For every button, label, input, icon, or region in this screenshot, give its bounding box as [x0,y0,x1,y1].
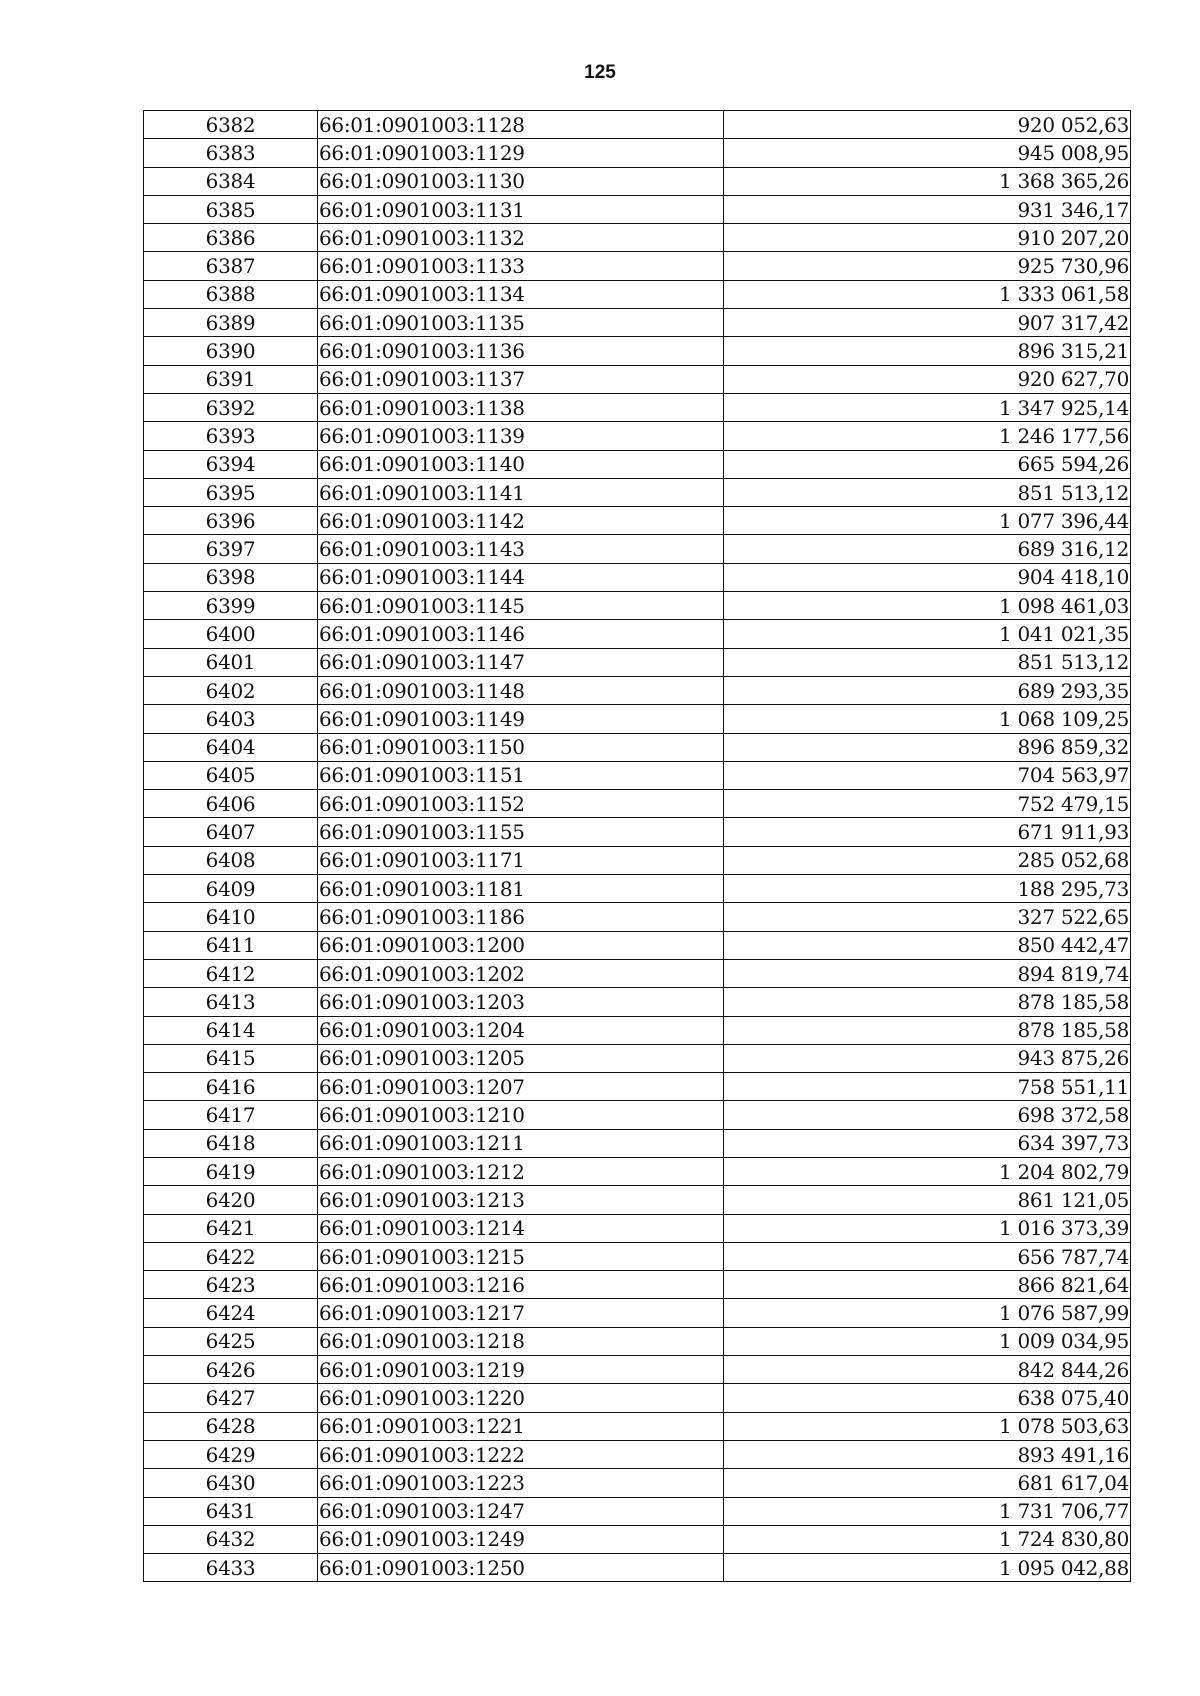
row-number-cell: 6429 [144,1440,318,1468]
row-number-cell: 6395 [144,478,318,506]
row-number-cell: 6393 [144,422,318,450]
cadastral-value-cell: 851 513,12 [724,478,1131,506]
row-number-cell: 6424 [144,1299,318,1327]
table-row [144,790,1131,818]
cadastral-value-cell: 920 627,70 [724,365,1131,393]
table-row [144,903,1131,931]
table-row [144,620,1131,648]
table-row [144,592,1131,620]
cadastral-number-cell: 66:01:0901003:1138 [318,393,724,421]
row-number-cell: 6419 [144,1157,318,1185]
row-number-cell: 6391 [144,365,318,393]
table-row [144,563,1131,591]
row-number-cell: 6400 [144,620,318,648]
cadastral-value-cell: 1 041 021,35 [724,620,1131,648]
cadastral-number-cell: 66:01:0901003:1218 [318,1327,724,1355]
cadastral-value-cell: 878 185,58 [724,988,1131,1016]
table-row [144,167,1131,195]
cadastral-number-cell: 66:01:0901003:1217 [318,1299,724,1327]
table-row [144,1101,1131,1129]
row-number-cell: 6422 [144,1242,318,1270]
table-row [144,535,1131,563]
row-number-cell: 6390 [144,337,318,365]
table-row [144,1299,1131,1327]
cadastral-number-cell: 66:01:0901003:1212 [318,1157,724,1185]
cadastral-number-cell: 66:01:0901003:1148 [318,676,724,704]
cadastral-number-cell: 66:01:0901003:1186 [318,903,724,931]
cadastral-value-cell: 1 077 396,44 [724,507,1131,535]
cadastral-value-cell: 689 293,35 [724,676,1131,704]
row-number-cell: 6421 [144,1214,318,1242]
cadastral-number-cell: 66:01:0901003:1223 [318,1469,724,1497]
table-row [144,1016,1131,1044]
cadastral-number-cell: 66:01:0901003:1202 [318,959,724,987]
table-row [144,676,1131,704]
table-row [144,818,1131,846]
cadastral-value-cell: 896 315,21 [724,337,1131,365]
cadastral-number-cell: 66:01:0901003:1220 [318,1384,724,1412]
cadastral-value-cell: 327 522,65 [724,903,1131,931]
table-row [144,1384,1131,1412]
cadastral-number-cell: 66:01:0901003:1171 [318,846,724,874]
table-row [144,1214,1131,1242]
row-number-cell: 6382 [144,111,318,139]
cadastral-number-cell: 66:01:0901003:1247 [318,1497,724,1525]
cadastral-value-cell: 1 068 109,25 [724,705,1131,733]
row-number-cell: 6408 [144,846,318,874]
cadastral-value-cell: 704 563,97 [724,761,1131,789]
cadastral-number-cell: 66:01:0901003:1137 [318,365,724,393]
cadastral-value-cell: 1 098 461,03 [724,592,1131,620]
table-row [144,875,1131,903]
cadastral-value-cell: 1 009 034,95 [724,1327,1131,1355]
table-row [144,1271,1131,1299]
row-number-cell: 6387 [144,252,318,280]
row-number-cell: 6432 [144,1525,318,1553]
cadastral-number-cell: 66:01:0901003:1134 [318,280,724,308]
cadastral-value-table [143,110,1131,1582]
cadastral-number-cell: 66:01:0901003:1132 [318,224,724,252]
table-row [144,1186,1131,1214]
row-number-cell: 6433 [144,1554,318,1582]
cadastral-number-cell: 66:01:0901003:1149 [318,705,724,733]
cadastral-value-cell: 671 911,93 [724,818,1131,846]
cadastral-value-cell: 698 372,58 [724,1101,1131,1129]
cadastral-number-cell: 66:01:0901003:1140 [318,450,724,478]
cadastral-number-cell: 66:01:0901003:1151 [318,761,724,789]
cadastral-number-cell: 66:01:0901003:1129 [318,139,724,167]
table-row [144,1469,1131,1497]
cadastral-number-cell: 66:01:0901003:1216 [318,1271,724,1299]
row-number-cell: 6403 [144,705,318,733]
cadastral-value-cell: 681 617,04 [724,1469,1131,1497]
table-row [144,280,1131,308]
cadastral-number-cell: 66:01:0901003:1181 [318,875,724,903]
cadastral-value-cell: 896 859,32 [724,733,1131,761]
cadastral-number-cell: 66:01:0901003:1144 [318,563,724,591]
cadastral-value-cell: 752 479,15 [724,790,1131,818]
cadastral-value-cell: 665 594,26 [724,450,1131,478]
row-number-cell: 6414 [144,1016,318,1044]
row-number-cell: 6386 [144,224,318,252]
cadastral-value-cell: 878 185,58 [724,1016,1131,1044]
row-number-cell: 6399 [144,592,318,620]
cadastral-value-cell: 1 246 177,56 [724,422,1131,450]
row-number-cell: 6428 [144,1412,318,1440]
table-row [144,393,1131,421]
cadastral-table-container [143,110,1131,1582]
row-number-cell: 6383 [144,139,318,167]
row-number-cell: 6385 [144,195,318,223]
row-number-cell: 6398 [144,563,318,591]
row-number-cell: 6423 [144,1271,318,1299]
cadastral-number-cell: 66:01:0901003:1203 [318,988,724,1016]
table-row [144,1356,1131,1384]
cadastral-number-cell: 66:01:0901003:1214 [318,1214,724,1242]
cadastral-number-cell: 66:01:0901003:1250 [318,1554,724,1582]
row-number-cell: 6412 [144,959,318,987]
cadastral-number-cell: 66:01:0901003:1211 [318,1129,724,1157]
row-number-cell: 6384 [144,167,318,195]
table-row [144,761,1131,789]
cadastral-number-cell: 66:01:0901003:1213 [318,1186,724,1214]
row-number-cell: 6389 [144,309,318,337]
cadastral-number-cell: 66:01:0901003:1147 [318,648,724,676]
cadastral-number-cell: 66:01:0901003:1131 [318,195,724,223]
row-number-cell: 6418 [144,1129,318,1157]
cadastral-number-cell: 66:01:0901003:1152 [318,790,724,818]
cadastral-number-cell: 66:01:0901003:1141 [318,478,724,506]
cadastral-number-cell: 66:01:0901003:1135 [318,309,724,337]
row-number-cell: 6402 [144,676,318,704]
table-row [144,959,1131,987]
row-number-cell: 6397 [144,535,318,563]
row-number-cell: 6394 [144,450,318,478]
row-number-cell: 6409 [144,875,318,903]
row-number-cell: 6388 [144,280,318,308]
row-number-cell: 6411 [144,931,318,959]
cadastral-number-cell: 66:01:0901003:1207 [318,1073,724,1101]
table-row [144,931,1131,959]
row-number-cell: 6427 [144,1384,318,1412]
cadastral-value-cell: 945 008,95 [724,139,1131,167]
table-row [144,846,1131,874]
cadastral-number-cell: 66:01:0901003:1142 [318,507,724,535]
cadastral-number-cell: 66:01:0901003:1205 [318,1044,724,1072]
row-number-cell: 6392 [144,393,318,421]
row-number-cell: 6417 [144,1101,318,1129]
row-number-cell: 6396 [144,507,318,535]
cadastral-value-cell: 1 076 587,99 [724,1299,1131,1327]
cadastral-value-cell: 842 844,26 [724,1356,1131,1384]
table-row [144,365,1131,393]
row-number-cell: 6426 [144,1356,318,1384]
table-row [144,733,1131,761]
cadastral-value-cell: 861 121,05 [724,1186,1131,1214]
table-row [144,1497,1131,1525]
cadastral-number-cell: 66:01:0901003:1204 [318,1016,724,1044]
cadastral-value-cell: 1 347 925,14 [724,393,1131,421]
row-number-cell: 6407 [144,818,318,846]
cadastral-number-cell: 66:01:0901003:1136 [318,337,724,365]
cadastral-value-cell: 285 052,68 [724,846,1131,874]
cadastral-value-cell: 188 295,73 [724,875,1131,903]
cadastral-number-cell: 66:01:0901003:1222 [318,1440,724,1468]
row-number-cell: 6405 [144,761,318,789]
cadastral-number-cell: 66:01:0901003:1150 [318,733,724,761]
table-row [144,337,1131,365]
table-row [144,422,1131,450]
table-row [144,252,1131,280]
table-row [144,1525,1131,1553]
row-number-cell: 6410 [144,903,318,931]
table-row [144,478,1131,506]
row-number-cell: 6413 [144,988,318,1016]
table-row [144,1242,1131,1270]
cadastral-number-cell: 66:01:0901003:1215 [318,1242,724,1270]
cadastral-number-cell: 66:01:0901003:1128 [318,111,724,139]
cadastral-value-cell: 1 204 802,79 [724,1157,1131,1185]
cadastral-value-cell: 758 551,11 [724,1073,1131,1101]
table-row [144,1129,1131,1157]
cadastral-number-cell: 66:01:0901003:1133 [318,252,724,280]
page-number: 125 [584,62,616,83]
table-row [144,309,1131,337]
cadastral-value-cell: 904 418,10 [724,563,1131,591]
cadastral-value-cell: 925 730,96 [724,252,1131,280]
table-body [144,111,1131,1582]
cadastral-value-cell: 851 513,12 [724,648,1131,676]
table-row [144,224,1131,252]
cadastral-value-cell: 910 207,20 [724,224,1131,252]
cadastral-number-cell: 66:01:0901003:1219 [318,1356,724,1384]
row-number-cell: 6415 [144,1044,318,1072]
table-row [144,1073,1131,1101]
cadastral-value-cell: 931 346,17 [724,195,1131,223]
cadastral-number-cell: 66:01:0901003:1221 [318,1412,724,1440]
cadastral-value-cell: 920 052,63 [724,111,1131,139]
cadastral-value-cell: 634 397,73 [724,1129,1131,1157]
cadastral-value-cell: 866 821,64 [724,1271,1131,1299]
table-row [144,705,1131,733]
cadastral-value-cell: 943 875,26 [724,1044,1131,1072]
row-number-cell: 6404 [144,733,318,761]
cadastral-value-cell: 1 731 706,77 [724,1497,1131,1525]
table-row [144,1412,1131,1440]
row-number-cell: 6406 [144,790,318,818]
cadastral-number-cell: 66:01:0901003:1155 [318,818,724,846]
table-row [144,507,1131,535]
cadastral-value-cell: 689 316,12 [724,535,1131,563]
cadastral-number-cell: 66:01:0901003:1210 [318,1101,724,1129]
row-number-cell: 6401 [144,648,318,676]
table-row [144,1327,1131,1355]
cadastral-value-cell: 1 095 042,88 [724,1554,1131,1582]
cadastral-number-cell: 66:01:0901003:1143 [318,535,724,563]
table-row [144,1157,1131,1185]
cadastral-number-cell: 66:01:0901003:1146 [318,620,724,648]
cadastral-value-cell: 638 075,40 [724,1384,1131,1412]
cadastral-value-cell: 894 819,74 [724,959,1131,987]
cadastral-number-cell: 66:01:0901003:1139 [318,422,724,450]
cadastral-value-cell: 907 317,42 [724,309,1131,337]
table-row [144,988,1131,1016]
row-number-cell: 6425 [144,1327,318,1355]
cadastral-value-cell: 656 787,74 [724,1242,1131,1270]
table-row [144,1440,1131,1468]
table-row [144,648,1131,676]
cadastral-value-cell: 1 078 503,63 [724,1412,1131,1440]
table-row [144,450,1131,478]
cadastral-number-cell: 66:01:0901003:1249 [318,1525,724,1553]
cadastral-value-cell: 1 333 061,58 [724,280,1131,308]
cadastral-value-cell: 1 368 365,26 [724,167,1131,195]
row-number-cell: 6431 [144,1497,318,1525]
table-row [144,1044,1131,1072]
table-row [144,111,1131,139]
cadastral-value-cell: 893 491,16 [724,1440,1131,1468]
cadastral-number-cell: 66:01:0901003:1200 [318,931,724,959]
cadastral-value-cell: 1 016 373,39 [724,1214,1131,1242]
table-row [144,139,1131,167]
cadastral-value-cell: 1 724 830,80 [724,1525,1131,1553]
cadastral-number-cell: 66:01:0901003:1145 [318,592,724,620]
cadastral-value-cell: 850 442,47 [724,931,1131,959]
row-number-cell: 6430 [144,1469,318,1497]
row-number-cell: 6420 [144,1186,318,1214]
table-row [144,1554,1131,1582]
cadastral-number-cell: 66:01:0901003:1130 [318,167,724,195]
table-row [144,195,1131,223]
row-number-cell: 6416 [144,1073,318,1101]
